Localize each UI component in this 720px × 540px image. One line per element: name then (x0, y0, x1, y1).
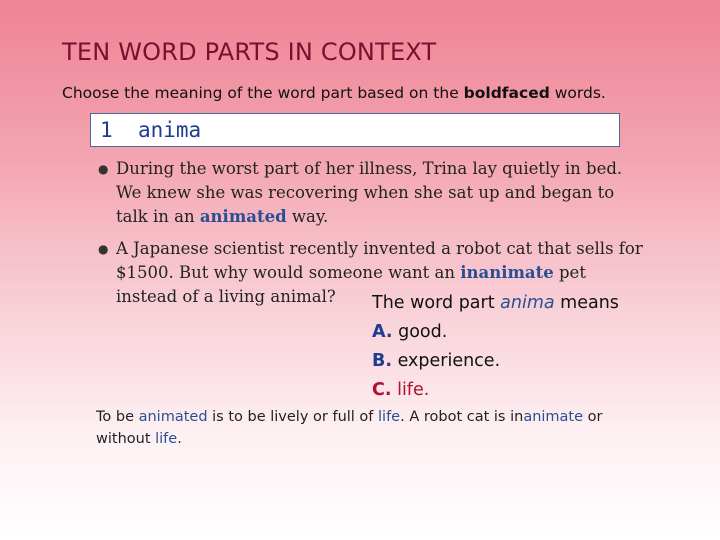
question-suffix: means (554, 293, 619, 313)
answer-highlight: life (378, 409, 401, 425)
answer-text: . A robot cat is in (400, 409, 524, 425)
answer-highlight: life (155, 431, 178, 447)
option-c[interactable] (372, 376, 619, 405)
example-1-boldfaced-word: animated (199, 207, 287, 226)
example-1-text-end: way. (286, 207, 329, 226)
example-2-text-end: pet instead of a living animal? (116, 263, 586, 306)
bullet-icon: ● (98, 162, 109, 176)
answer-highlight: animated (138, 409, 208, 425)
answer-highlight: animate (523, 409, 584, 425)
page-title: TEN WORD PARTS IN CONTEXT (62, 38, 437, 66)
answer-text: or without (96, 409, 603, 447)
option-b-text: experience. (397, 351, 501, 371)
option-c-text: life. (397, 380, 430, 400)
option-c-letter: C. (372, 380, 392, 400)
instructions (62, 84, 606, 102)
word-part-label: anima (137, 118, 202, 142)
question (372, 289, 619, 405)
answer-text: To be (96, 409, 139, 425)
example-1 (98, 157, 643, 229)
question-prompt (372, 289, 619, 318)
word-part-number: 1 (100, 118, 113, 142)
option-a-letter: A. (372, 322, 393, 342)
question-prefix: The word part (372, 293, 501, 313)
instructions-text: Choose the meaning of the word part based on the (62, 84, 464, 102)
instructions-end: words. (549, 84, 606, 102)
example-1-text: During the worst part of her illness, Trina lay quietly in bed. We knew she was recovering when she sat up and began to talk in an (116, 159, 623, 226)
option-b-letter: B. (372, 351, 392, 371)
option-a-text: good. (398, 322, 448, 342)
bullet-icon: ● (98, 242, 109, 256)
example-2-text: A Japanese scientist recently invented a robot cat that sells for $1500. But why would someone want an (116, 239, 643, 282)
option-b[interactable] (372, 347, 619, 376)
example-2-boldfaced-word: inanimate (460, 263, 554, 282)
option-a[interactable] (372, 318, 619, 347)
answer-text: . (177, 431, 182, 447)
instructions-bold-word: boldfaced (463, 84, 550, 102)
answer-text: is to be lively or full of (207, 409, 379, 425)
question-word-part: anima (500, 293, 555, 313)
answer-explanation (96, 406, 656, 450)
word-part-box (90, 113, 620, 147)
